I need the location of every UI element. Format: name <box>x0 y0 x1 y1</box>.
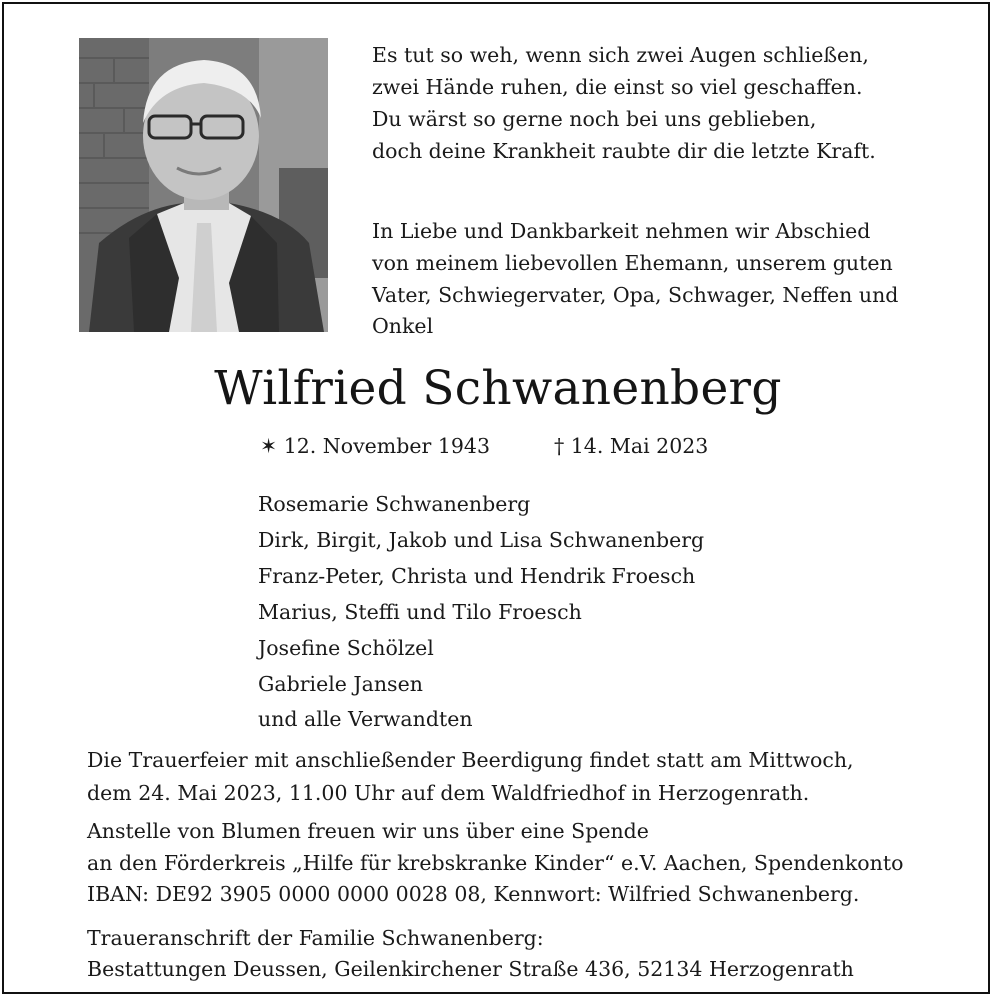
mourner-line: Dirk, Birgit, Jakob und Lisa Schwanenberg <box>258 528 705 552</box>
ceremony-line: Die Trauerfeier mit anschließender Beerdigung findet statt am Mittwoch, <box>87 748 854 772</box>
death-date: † 14. Mai 2023 <box>554 434 709 458</box>
intro-line: Vater, Schwiegervater, Opa, Schwager, Neffen und <box>372 283 899 307</box>
intro-line: In Liebe und Dankbarkeit nehmen wir Abschied <box>372 219 871 243</box>
mourner-line: Franz-Peter, Christa und Hendrik Froesch <box>258 564 696 588</box>
mourner-line: Rosemarie Schwanenberg <box>258 492 531 516</box>
poem-line: doch deine Krankheit raubte dir die letzte Kraft. <box>372 139 876 163</box>
poem-line: zwei Hände ruhen, die einst so viel geschaffen. <box>372 75 863 99</box>
ceremony-line: dem 24. Mai 2023, 11.00 Uhr auf dem Waldfriedhof in Herzogenrath. <box>87 781 810 805</box>
deceased-name: Wilfried Schwanenberg <box>214 361 782 416</box>
mourner-line: Josefine Schölzel <box>258 636 434 660</box>
donation-line: an den Förderkreis „Hilfe für krebskranke Kinder“ e.V. Aachen, Spendenkonto <box>87 851 904 875</box>
donation-line: IBAN: DE92 3905 0000 0000 0028 08, Kennwort: Wilfried Schwanenberg. <box>87 882 860 906</box>
poem-line: Du wärst so gerne noch bei uns geblieben, <box>372 107 817 131</box>
mourner-line: Marius, Steffi und Tilo Froesch <box>258 600 582 624</box>
intro-line: von meinem liebevollen Ehemann, unserem guten <box>372 251 893 275</box>
mourner-line: Gabriele Jansen <box>258 672 423 696</box>
mourner-line: und alle Verwandten <box>258 707 473 731</box>
intro-line: Onkel <box>372 314 434 338</box>
address-line: Traueranschrift der Familie Schwanenberg: <box>87 926 544 950</box>
poem-line: Es tut so weh, wenn sich zwei Augen schließen, <box>372 43 869 67</box>
address-line: Bestattungen Deussen, Geilenkirchener Straße 436, 52134 Herzogenrath <box>87 957 854 981</box>
portrait-photo <box>79 38 328 332</box>
birth-date: ✶ 12. November 1943 <box>260 434 490 458</box>
donation-line: Anstelle von Blumen freuen wir uns über eine Spende <box>87 819 649 843</box>
